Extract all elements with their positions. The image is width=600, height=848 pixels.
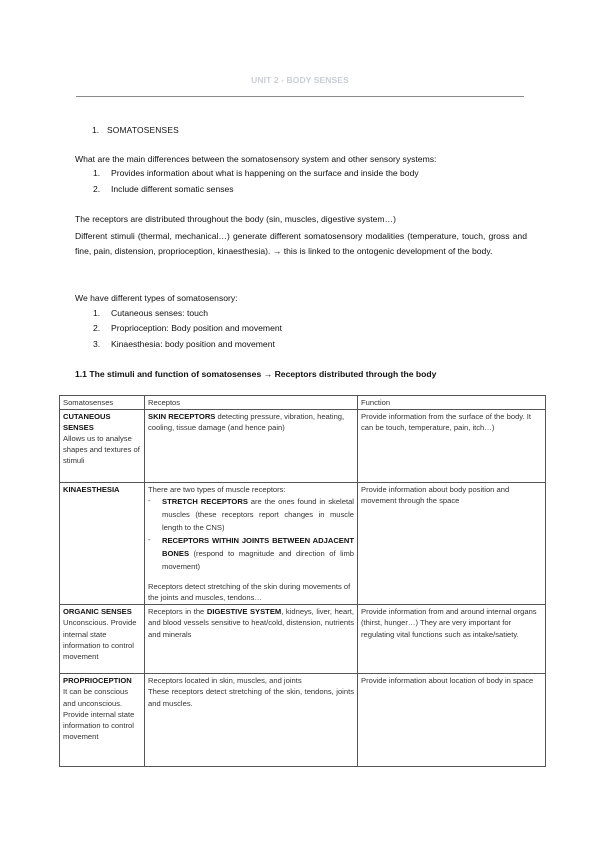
sense-cell (60, 410, 145, 483)
table-row (60, 410, 546, 483)
sense-cell (60, 605, 145, 674)
intro-question: What are the main differences between the somatosensory system and other sensory systems: (75, 154, 437, 164)
types-intro: We have different types of somatosensory: (75, 293, 238, 303)
receptor-text: detecting pressure, vibration, heating, cooling, tissue damage (and hence pain) (148, 412, 345, 433)
subsection-heading: 1.1 The stimuli and function of somatosenses → Receptors distributed through the body (75, 369, 437, 379)
intro-point: Include different somatic senses (111, 184, 234, 194)
receptors-cell (145, 410, 358, 483)
receptor-text: Receptors located in skin, muscles, and joints (148, 676, 302, 686)
intro-point-number: 1. (93, 168, 101, 178)
table-header-cell: Function (358, 396, 546, 410)
bullet-dash: - (148, 535, 151, 545)
receptor-keyword: STRETCH RECEPTORS (162, 497, 248, 507)
sense-cell (60, 483, 145, 605)
receptors-cell (145, 483, 358, 605)
receptor-keyword: DIGESTIVE SYSTEM (206, 607, 282, 617)
intro-point: Provides information about what is happening on the surface and inside the body (111, 168, 419, 178)
function-cell: Provide information from and around internal organs (thirst, hunger…) They are very important for regulating vital functions such as intake/satiety. (358, 605, 546, 674)
bullet-dash: - (148, 496, 151, 506)
type-item: Kinaesthesia: body position and movement (111, 339, 275, 349)
table-row (60, 605, 546, 674)
type-number: 1. (93, 308, 101, 318)
table-header-cell: Somatosenses (60, 396, 145, 410)
sense-name: KINAESTHESIA (63, 485, 120, 495)
table-header-row (60, 396, 546, 410)
type-number: 2. (93, 323, 101, 333)
function-cell: Provide information from the surface of the body. It can be touch, temperature, pain, itch…) (358, 410, 546, 483)
table-row (60, 483, 546, 605)
receptor-text: (respond to magnitude and direction of limb movement) (162, 549, 354, 572)
intro-point-number: 2. (93, 184, 101, 194)
section-number: 1. (92, 125, 100, 135)
receptor-text: These receptors detect stretching of the skin, tendons, joints and muscles. (148, 687, 354, 708)
type-item: Cutaneous senses: touch (111, 308, 208, 318)
receptors-cell (145, 674, 358, 767)
function-cell: Provide information about body position and movement through the space (358, 483, 546, 605)
function-cell: Provide information about location of body in space (358, 674, 546, 767)
section-heading: SOMATOSENSES (107, 125, 179, 135)
receptors-cell (145, 605, 358, 674)
receptor-text: , kidneys, liver, heart, and blood vessels sensitive to heat/cold, distension, nutrients and minerals (148, 607, 355, 639)
type-number: 3. (93, 339, 101, 349)
receptor-text: are the ones found in skeletal muscles (these receptors report changes in muscle length to the CNS) (162, 497, 354, 533)
receptors-line: The receptors are distributed throughout the body (sin, muscles, digestive system…) (75, 214, 396, 224)
sense-name: PROPRIOCEPTION (63, 676, 132, 686)
type-item: Proprioception: Body position and movement (111, 323, 283, 333)
receptor-text: Receptors in the (148, 607, 207, 617)
table-row (60, 674, 546, 767)
receptor-outro: Receptors detect stretching of the skin during movements of the joints and muscles, tendons… (148, 582, 351, 603)
sense-cell (60, 674, 145, 767)
title-divider (76, 96, 524, 97)
receptors-paragraph: Different stimuli (thermal, mechanical…) generate different somatosensory modalities (temperature, touch, gross and fine, pain, distension, proprioception, kinaesthesia). → this is linked to the ontogenic development of the body. (75, 231, 527, 257)
sense-description: It can be conscious and unconscious. Provide internal state information to control movement (63, 687, 135, 741)
table-header-cell: Receptos (145, 396, 358, 410)
sense-name: ORGANIC SENSES (63, 607, 132, 617)
sense-description: Unconscious. Provide internal state information to control movement (63, 618, 137, 661)
receptor-keyword: SKIN RECEPTORS (148, 412, 216, 422)
sense-name: CUTANEOUS SENSES (63, 412, 111, 433)
page-title: UNIT 2 - BODY SENSES (251, 75, 349, 85)
receptor-bullet (148, 534, 354, 573)
somatosenses-table (59, 395, 546, 767)
receptor-intro: There are two types of muscle receptors: (148, 485, 286, 495)
sense-description: Allows us to analyse shapes and textures of stimuli (63, 434, 140, 466)
receptor-bullet (148, 495, 354, 534)
receptor-keyword: RECEPTORS WITHIN JOINTS BETWEEN ADJACENT BONES (162, 536, 354, 559)
